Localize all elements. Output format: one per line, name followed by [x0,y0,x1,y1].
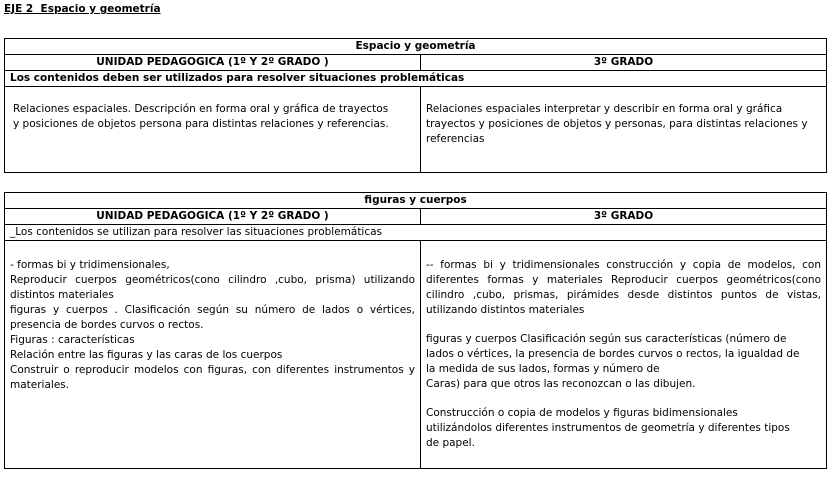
page-heading: EJE 2 Espacio y geometría [4,3,161,15]
contents-note: _Los contenidos se utilizan para resolver las situaciones problemáticas [5,225,827,241]
pedagogic-unit-content-cell [5,241,421,469]
pedagogic-unit-content-cell [5,87,421,173]
figures-bodies-table [4,192,827,469]
paragraph-spacer [426,318,821,332]
third-grade-content-cell [421,87,827,173]
spatial-relations-text: Relaciones espaciales. Descripción en forma oral y gráfica de trayectos y posiciones de objetos persona para distintas relaciones y referencias. [13,103,389,130]
column-header-third-grade: 3º GRADO [421,209,827,225]
column-header-pedagogic-unit: UNIDAD PEDAGOGICA (1º Y 2º GRADO ) [5,209,421,225]
spatial-relations-text: Relaciones espaciales interpretar y describir en forma oral y gráfica trayectos y posiciones de objetos y personas, para distintas relaciones y referencias [426,103,808,145]
content-line: - formas bi y tridimensionales, [10,259,170,271]
content-line: Relación entre las figuras y las caras de los cuerpos [10,349,283,361]
table-title: figuras y cuerpos [5,193,827,209]
content-line: Reproducir cuerpos geométricos(cono cilindro ,cubo, prisma) utilizando distintos materiales [10,274,415,301]
content-line: Construir o reproducir modelos con figuras, con diferentes instrumentos y materiales. [10,364,415,391]
content-paragraph: -- formas bi y tridimensionales construcción y copia de modelos, con diferentes formas y materiales Reproducir cuerpos geométricos(cono cilindro ,cubo, prismas, pirámides desde distintos puntos de vistas, utilizando distintos materiales [426,259,822,316]
third-grade-content-cell [421,241,827,469]
content-paragraph: figuras y cuerpos Clasificación según sus características (número de lados o vértices, la presencia de bordes curvos o rectos, la igualdad de la medida de sus lados, formas y número de Caras) para que otros las reconozcan o las dibujen. [426,333,800,390]
content-line: Figuras : características [10,334,135,346]
column-header-pedagogic-unit: UNIDAD PEDAGOGICA (1º Y 2º GRADO ) [5,55,421,71]
contents-note: Los contenidos deben ser utilizados para resolver situaciones problemáticas [5,71,827,87]
content-line: figuras y cuerpos . Clasificación según su número de lados o vértices, presencia de bordes curvos o rectos. [10,304,415,331]
space-geometry-table [4,38,827,173]
table-title: Espacio y geometría [5,39,827,55]
paragraph-spacer [426,392,821,406]
column-header-third-grade: 3º GRADO [421,55,827,71]
content-paragraph: Construcción o copia de modelos y figuras bidimensionales utilizándolos diferentes instrumentos de geometría y diferentes tipos de papel. [426,407,790,449]
